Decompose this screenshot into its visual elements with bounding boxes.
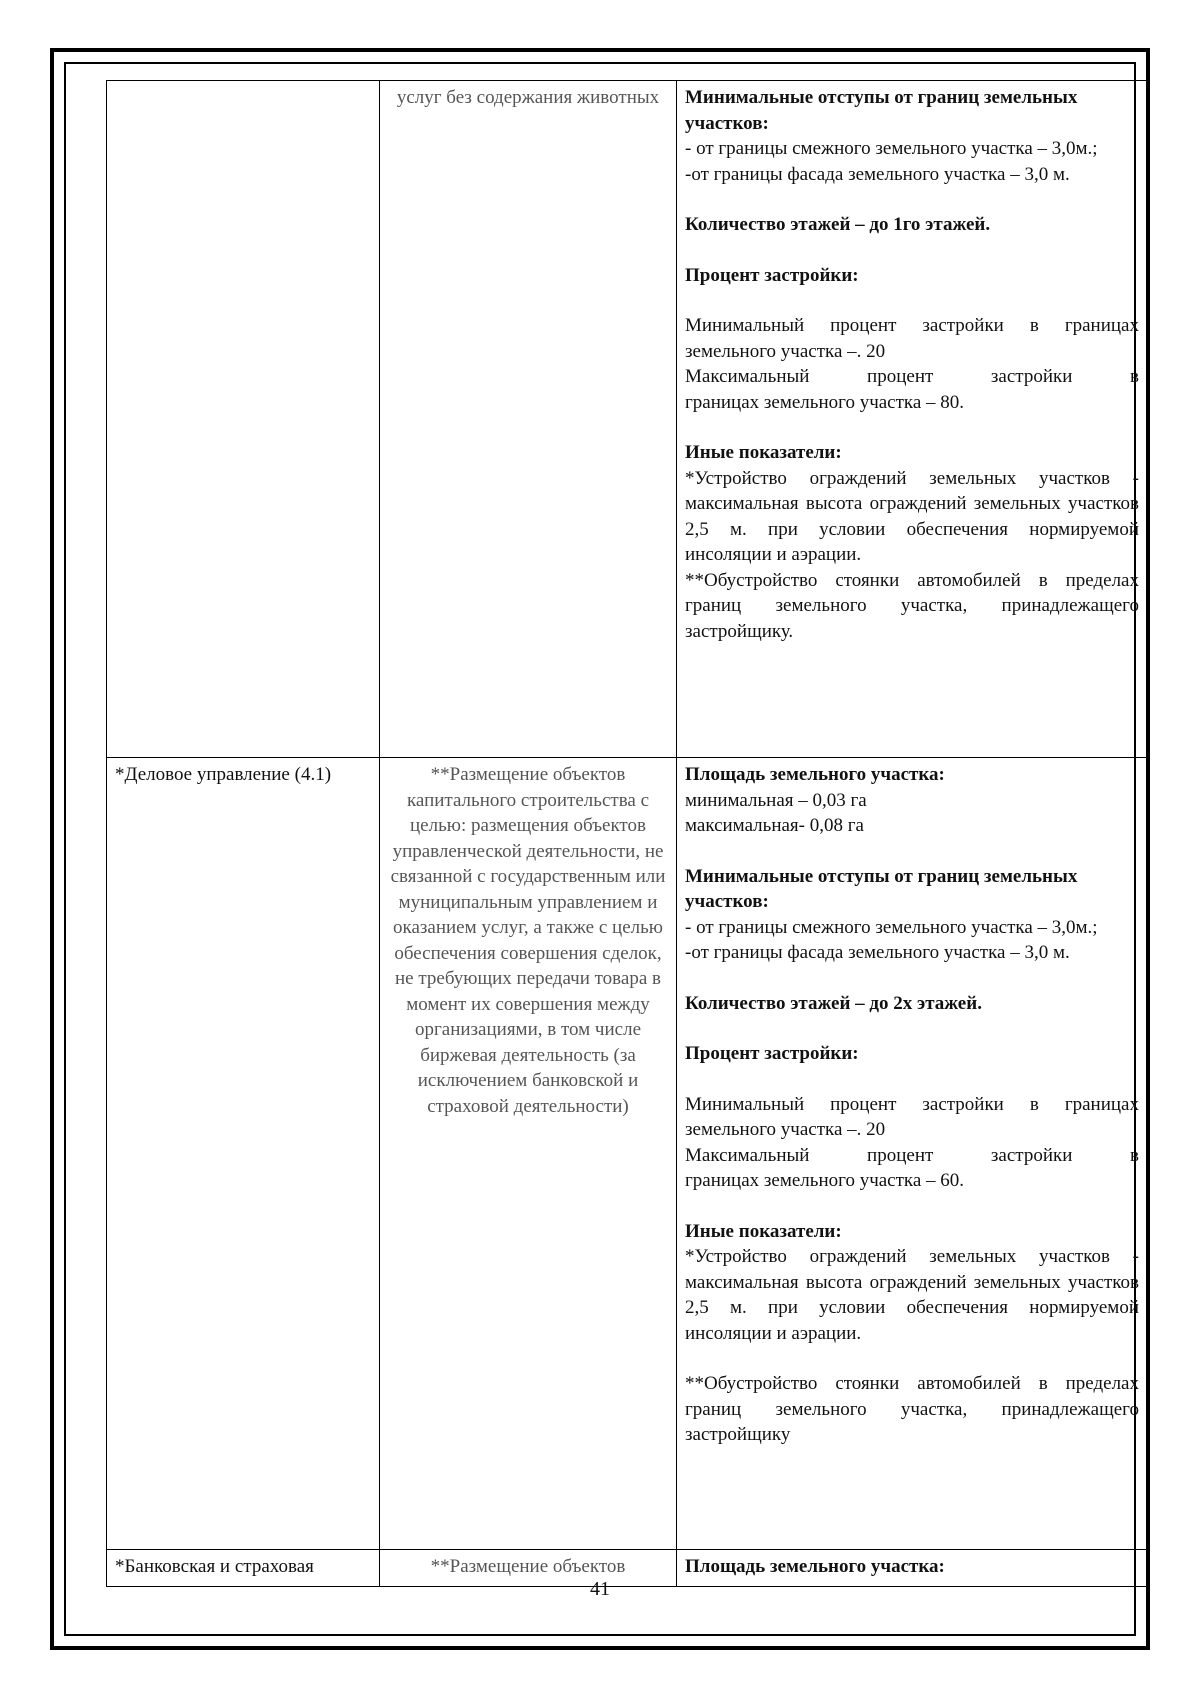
setbacks-title: Минимальные отступы от границ земельных участков: [685, 865, 1078, 912]
percent-title: Процент застройки: [685, 1043, 859, 1064]
use-description-cell: **Размещение объектов [380, 1550, 677, 1587]
setback-facade: -от границы фасада земельного участка – 3,0 м. [685, 942, 1070, 963]
area-max: максимальная- 0,08 га [685, 815, 864, 836]
table-row [107, 758, 1148, 1550]
fence-requirement: *Устройство ограждений земельных участков - максимальная высота ограждений земельных участков 2,5 м. при условии обеспечения нормируемой инсоляции и аэрации. [685, 467, 1139, 565]
percent-max-line1: Максимальный процент застройки в [685, 1144, 1139, 1166]
other-title: Иные показатели: [685, 442, 842, 463]
area-min: минимальная – 0,03 га [685, 789, 867, 811]
fence-requirement: *Устройство ограждений земельных участков - максимальная высота ограждений земельных участков 2,5 м. при условии обеспечения нормируемой инсоляции и аэрации. [685, 1246, 1139, 1344]
parameters-cell [677, 758, 1148, 1550]
percent-min: Минимальный процент застройки в границах земельного участка –. 20 [685, 315, 1139, 362]
use-description-cell: **Размещение объектов капитального строительства с целью: размещения объектов управленческой деятельности, не связанной с государственным или муниципальным управлением и оказанием услуг, а также с целью обеспечения совершения сделок, не требующих передачи товара в момент их совершения между организациями, в том числе биржевая деятельность (за исключением банковской и страховой деятельности) [380, 758, 677, 1550]
setbacks-title: Минимальные отступы от границ земельных участков: [685, 87, 1078, 134]
parameters-cell [677, 81, 1148, 758]
setback-adjacent: - от границы смежного земельного участка – 3,0м.; [685, 916, 1098, 938]
percent-max-line2: границах земельного участка – 60. [685, 1170, 965, 1191]
table-row [107, 81, 1148, 758]
percent-max-line2: границах земельного участка – 80. [685, 391, 965, 413]
setback-adjacent: - от границы смежного земельного участка – 3,0м.; [685, 138, 1098, 159]
use-type-cell [107, 81, 380, 758]
floors-count: Количество этажей – до 1го этажей. [685, 214, 991, 235]
use-type-cell: *Деловое управление (4.1) [107, 758, 380, 1550]
parking-requirement: **Обустройство стоянки автомобилей в пределах границ земельного участка, принадлежащего застройщику. [685, 569, 1139, 642]
page-border-outer [50, 48, 1150, 1650]
area-title: Площадь земельного участка: [685, 764, 945, 785]
area-title: Площадь земельного участка: [685, 1556, 945, 1577]
page-number: 41 [590, 1578, 610, 1600]
percent-min: Минимальный процент застройки в границах земельного участка –. 20 [685, 1093, 1139, 1140]
percent-max-line1: Максимальный процент застройки в [685, 366, 1139, 387]
regulations-table [106, 80, 1148, 1587]
floors-count: Количество этажей – до 2х этажей. [685, 992, 982, 1014]
use-type-cell: *Банковская и страховая [107, 1550, 380, 1587]
use-description-cell: услуг без содержания животных [380, 81, 677, 758]
parking-requirement: **Обустройство стоянки автомобилей в пределах границ земельного участка, принадлежащего застройщику [685, 1373, 1139, 1445]
setback-facade: -от границы фасада земельного участка – 3,0 м. [685, 163, 1070, 185]
other-title: Иные показатели: [685, 1220, 842, 1242]
percent-title: Процент застройки: [685, 264, 859, 286]
page-border-inner [64, 62, 1139, 1636]
